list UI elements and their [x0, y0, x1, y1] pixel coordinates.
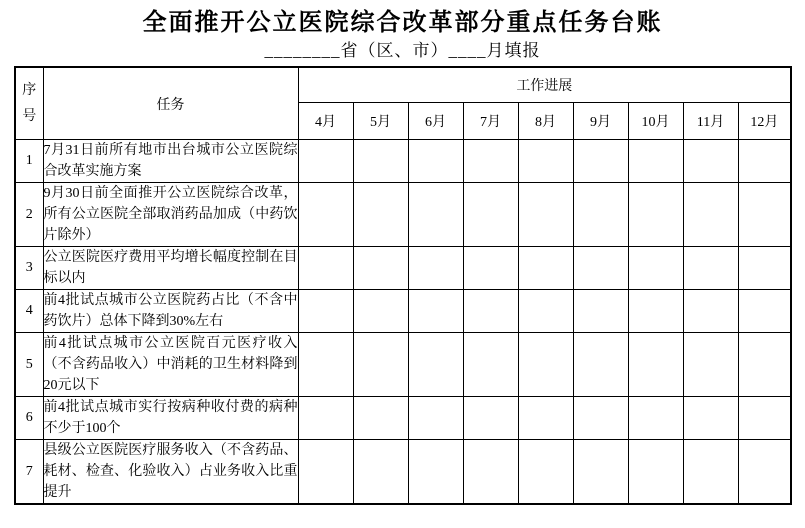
progress-cell[interactable] — [463, 333, 518, 397]
progress-cell[interactable] — [738, 247, 791, 290]
progress-cell[interactable] — [738, 440, 791, 505]
progress-cell[interactable] — [683, 247, 738, 290]
page-subtitle: ________省（区、市）____月填报 — [264, 41, 541, 60]
progress-cell[interactable] — [408, 290, 463, 333]
row-number: 5 — [15, 333, 43, 397]
table-row — [15, 440, 791, 505]
progress-cell[interactable] — [463, 397, 518, 440]
progress-cell[interactable] — [683, 333, 738, 397]
row-number: 4 — [15, 290, 43, 333]
progress-cell[interactable] — [573, 140, 628, 183]
progress-cell[interactable] — [683, 183, 738, 247]
header-month-nov: 11月 — [683, 103, 738, 140]
progress-cell[interactable] — [573, 333, 628, 397]
progress-cell[interactable] — [353, 397, 408, 440]
row-number: 7 — [15, 440, 43, 505]
progress-cell[interactable] — [518, 140, 573, 183]
progress-cell[interactable] — [298, 140, 353, 183]
progress-cell[interactable] — [683, 290, 738, 333]
row-number: 3 — [15, 247, 43, 290]
progress-cell[interactable] — [518, 247, 573, 290]
header-month-apr: 4月 — [298, 103, 353, 140]
progress-cell[interactable] — [408, 397, 463, 440]
row-number: 1 — [15, 140, 43, 183]
progress-cell[interactable] — [628, 397, 683, 440]
progress-cell[interactable] — [683, 440, 738, 505]
progress-cell[interactable] — [518, 333, 573, 397]
task-text: 前4批试点城市公立医院药占比（不含中药饮片）总体下降到30%左右 — [43, 290, 298, 333]
progress-cell[interactable] — [298, 290, 353, 333]
progress-cell[interactable] — [573, 440, 628, 505]
progress-cell[interactable] — [353, 440, 408, 505]
task-text: 7月31日前所有地市出台城市公立医院综合改革实施方案 — [43, 140, 298, 183]
progress-cell[interactable] — [353, 247, 408, 290]
progress-cell[interactable] — [573, 183, 628, 247]
progress-cell[interactable] — [628, 333, 683, 397]
progress-cell[interactable] — [628, 247, 683, 290]
progress-cell[interactable] — [628, 290, 683, 333]
progress-cell[interactable] — [353, 183, 408, 247]
progress-cell[interactable] — [738, 333, 791, 397]
page-title: 全面推开公立医院综合改革部分重点任务台账 — [142, 10, 663, 36]
task-text: 9月30日前全面推开公立医院综合改革，所有公立医院全部取消药品加成（中药饮片除外） — [43, 183, 298, 247]
progress-cell[interactable] — [408, 333, 463, 397]
progress-cell[interactable] — [573, 247, 628, 290]
table-row — [15, 290, 791, 333]
progress-cell[interactable] — [408, 140, 463, 183]
progress-cell[interactable] — [298, 247, 353, 290]
progress-cell[interactable] — [298, 397, 353, 440]
progress-cell[interactable] — [738, 140, 791, 183]
progress-cell[interactable] — [298, 333, 353, 397]
progress-cell[interactable] — [738, 290, 791, 333]
header-month-jul: 7月 — [463, 103, 518, 140]
table-row — [15, 333, 791, 397]
progress-cell[interactable] — [683, 140, 738, 183]
progress-cell[interactable] — [573, 397, 628, 440]
progress-cell[interactable] — [298, 440, 353, 505]
header-index: 序号 — [15, 67, 43, 140]
progress-cell[interactable] — [463, 247, 518, 290]
task-text: 前4批试点城市实行按病种收付费的病种不少于100个 — [43, 397, 298, 440]
progress-cell[interactable] — [628, 440, 683, 505]
progress-cell[interactable] — [628, 183, 683, 247]
progress-cell[interactable] — [738, 397, 791, 440]
progress-cell[interactable] — [408, 440, 463, 505]
header-row-top — [15, 67, 791, 103]
progress-cell[interactable] — [463, 140, 518, 183]
header-month-dec: 12月 — [738, 103, 791, 140]
header-month-sep: 9月 — [573, 103, 628, 140]
progress-cell[interactable] — [518, 183, 573, 247]
progress-cell[interactable] — [463, 183, 518, 247]
progress-cell[interactable] — [628, 140, 683, 183]
row-number: 6 — [15, 397, 43, 440]
progress-cell[interactable] — [408, 247, 463, 290]
progress-cell[interactable] — [353, 290, 408, 333]
progress-cell[interactable] — [463, 290, 518, 333]
header-month-aug: 8月 — [518, 103, 573, 140]
progress-cell[interactable] — [353, 140, 408, 183]
header-progress: 工作进展 — [298, 67, 791, 103]
progress-cell[interactable] — [353, 333, 408, 397]
table-row — [15, 140, 791, 183]
progress-cell[interactable] — [518, 397, 573, 440]
progress-cell[interactable] — [683, 397, 738, 440]
header-month-oct: 10月 — [628, 103, 683, 140]
progress-cell[interactable] — [298, 183, 353, 247]
header-task: 任务 — [43, 67, 298, 140]
progress-cell[interactable] — [518, 440, 573, 505]
progress-cell[interactable] — [738, 183, 791, 247]
progress-cell[interactable] — [463, 440, 518, 505]
task-text: 公立医院医疗费用平均增长幅度控制在目标以内 — [43, 247, 298, 290]
progress-cell[interactable] — [518, 290, 573, 333]
task-text: 县级公立医院医疗服务收入（不含药品、耗材、检查、化验收入）占业务收入比重提升 — [43, 440, 298, 505]
progress-cell[interactable] — [573, 290, 628, 333]
header-month-may: 5月 — [353, 103, 408, 140]
task-text: 前4批试点城市公立医院百元医疗收入（不含药品收入）中消耗的卫生材料降到20元以下 — [43, 333, 298, 397]
table-row — [15, 183, 791, 247]
table-row — [15, 397, 791, 440]
table-row — [15, 247, 791, 290]
task-ledger-table — [14, 66, 792, 505]
row-number: 2 — [15, 183, 43, 247]
progress-cell[interactable] — [408, 183, 463, 247]
header-month-jun: 6月 — [408, 103, 463, 140]
